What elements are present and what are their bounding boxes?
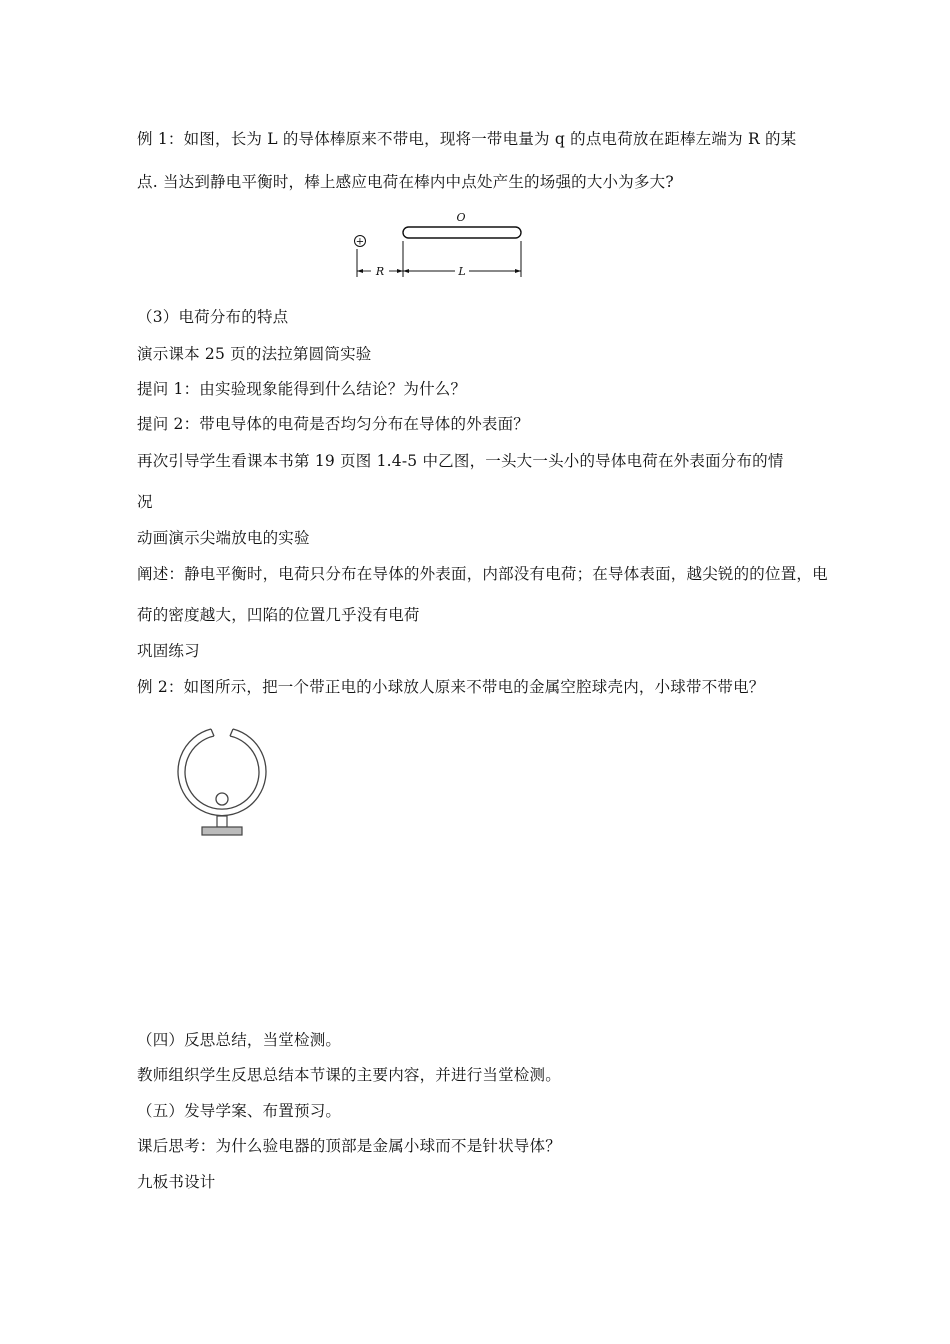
stand-base <box>202 827 242 835</box>
practice-heading: 巩固练习 <box>137 642 200 660</box>
question-1-line: 提问 1：由实验现象能得到什么结论？为什么？ <box>137 380 467 398</box>
rod-midpoint-label: O <box>456 211 466 224</box>
section-4-heading: （四）反思总结，当堂检测。 <box>137 1031 342 1049</box>
teacher-summary-line: 教师组织学生反思总结本节课的主要内容，并进行当堂检测。 <box>137 1066 561 1084</box>
section-3-heading: （3）电荷分布的特点 <box>137 308 289 326</box>
animation-demo-line: 动画演示尖端放电的实验 <box>137 529 310 547</box>
example-1-line-1: 例 1：如图，长为 L 的导体棒原来不带电，现将一带电量为 q 的点电荷放在距棒左端为 R 的某 <box>137 130 797 148</box>
blackboard-design-heading: 九板书设计 <box>137 1173 216 1191</box>
example-2-line: 例 2：如图所示，把一个带正电的小球放人原来不带电的金属空腔球壳内，小球带不带电？ <box>137 678 765 696</box>
after-class-question: 课后思考：为什么验电器的顶部是金属小球而不是针状导体？ <box>137 1137 561 1155</box>
conductor-rod-figure <box>345 205 530 285</box>
section-5-heading: （五）发导学案、布置预习。 <box>137 1102 342 1120</box>
explanation-line-2: 荷的密度越大，凹陷的位置几乎没有电荷 <box>137 606 420 624</box>
length-label-l: L <box>458 265 466 278</box>
example-1-line-2: 点. 当达到静电平衡时，棒上感应电荷在棒内中点处产生的场强的大小为多大? <box>137 173 674 191</box>
stand-post <box>217 816 227 827</box>
question-2-line: 提问 2：带电导体的电荷是否均匀分布在导体的外表面？ <box>137 415 529 433</box>
explanation-line-1: 阐述：静电平衡时，电荷只分布在导体的外表面，内部没有电荷；在导体表面，越尖锐的的位置，电 <box>137 565 828 583</box>
distance-label-r: R <box>375 265 385 278</box>
guide-line-2: 况 <box>137 493 153 511</box>
guide-line-1: 再次引导学生看课本书第 19 页图 1.4-5 中乙图，一头大一头小的导体电荷在外表面分布的情 <box>137 452 784 470</box>
hollow-sphere-figure <box>172 725 272 840</box>
point-charge-symbol: + <box>355 236 365 248</box>
demo-faraday-line: 演示课本 25 页的法拉第圆筒实验 <box>137 345 372 363</box>
charged-ball <box>216 793 228 805</box>
conductor-rod <box>403 227 521 238</box>
